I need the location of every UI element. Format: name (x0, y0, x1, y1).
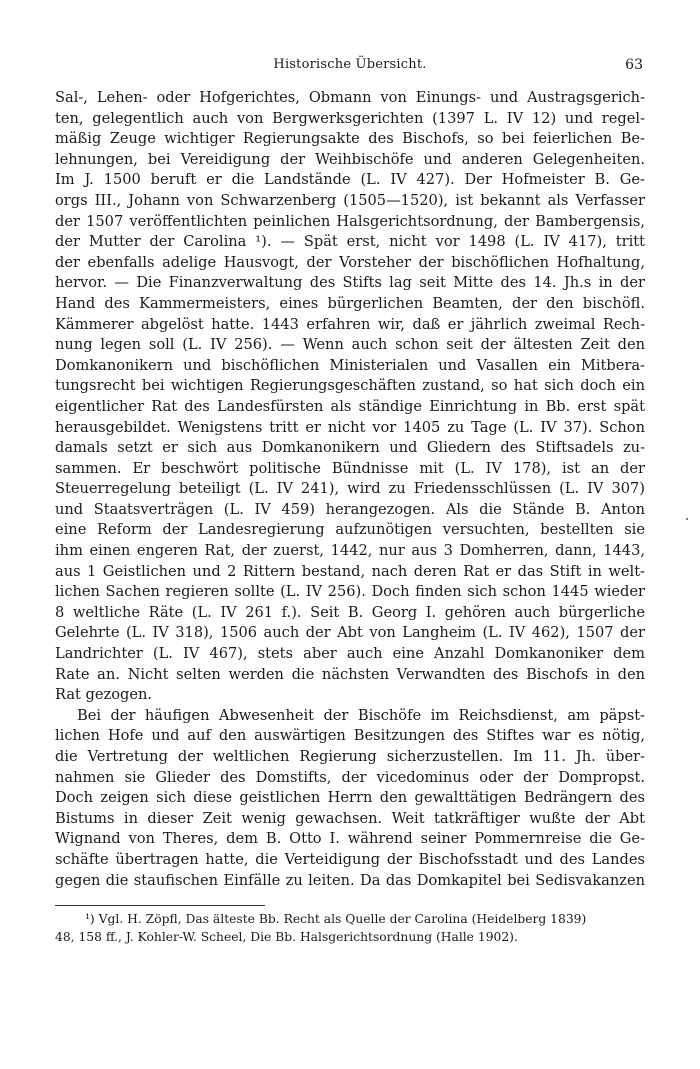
text-line: lichen Sachen regieren sollte (L. IV 256). Doch finden sich schon 1445 wieder (55, 583, 645, 601)
text-line: lehnungen, bei Vereidigung der Weihbischöfe und anderen Gelegenheiten. (55, 150, 645, 168)
main-text (55, 88, 645, 891)
text-line: der ebenfalls adelige Hausvogt, der Vorsteher der bischöflichen Hofhaltung, (55, 253, 645, 271)
text-line: Doch zeigen sich diese geistlichen Herrn den gewalttätigen Bedrängern des (55, 789, 645, 807)
text-line: Wignand von Theres, dem B. Otto I. während seiner Pommernreise die Ge- (55, 830, 645, 848)
text-line: hervor. — Die Finanzverwaltung des Stifts lag seit Mitte des 14. Jh.s in der (55, 274, 645, 292)
text-line: der Mutter der Carolina ¹). — Spät erst, nicht vor 1498 (L. IV 417), tritt (55, 233, 645, 251)
text-line: eine Reform der Landesregierung aufzunötigen versuchten, bestellten sie (55, 521, 645, 539)
text-line: aus 1 Geistlichen und 2 Rittern bestand, nach deren Rat er das Stift in welt- (55, 562, 645, 580)
text-line: tungsrecht bei wichtigen Regierungsgeschäften zustand, so hat sich doch ein (55, 377, 645, 395)
footnote-line: ¹) Vgl. H. Zöpfl, Das älteste Bb. Recht als Quelle der Carolina (Heidelberg 1839) (85, 912, 587, 926)
text-line: Bei der häufigen Abwesenheit der Bischöfe im Reichsdienst, am päpst- (77, 706, 645, 724)
text-line: herausgebildet. Wenigstens tritt er nicht vor 1405 zu Tage (L. IV 37). Schon (55, 418, 645, 436)
text-line: Landrichter (L. IV 467), stets aber auch eine Anzahl Domkanoniker dem (55, 645, 645, 663)
text-line: und Staatsverträgen (L. IV 459) herangezogen. Als die Stände B. Anton (55, 500, 645, 518)
footnote-line: 48, 158 ff., J. Kohler-W. Scheel, Die Bb. Halsgerichtsordnung (Halle 1902). (55, 930, 518, 944)
scan-speck (686, 518, 688, 520)
page-header (55, 57, 645, 79)
text-line: gegen die staufischen Einfälle zu leiten. Da das Domkapitel bei Sedisvakanzen (55, 871, 645, 889)
text-line: damals setzt er sich aus Domkanonikern und Gliedern des Stiftsadels zu- (55, 439, 645, 457)
text-line: Im J. 1500 beruft er die Landstände (L. IV 427). Der Hofmeister B. Ge- (55, 171, 645, 189)
text-line: Kämmerer abgelöst hatte. 1443 erfahren wir, daß er jährlich zweimal Rech- (55, 315, 645, 333)
text-line: schäfte übertragen hatte, die Verteidigung der Bischofsstadt und des Landes (55, 850, 645, 868)
text-line: Hand des Kammermeisters, eines bürgerlichen Beamten, der den bischöfl. (55, 294, 645, 312)
text-line: Rate an. Nicht selten werden die nächsten Verwandten des Bischofs in den (55, 665, 645, 683)
text-line: nung legen soll (L. IV 256). — Wenn auch schon seit der ältesten Zeit den (55, 336, 645, 354)
text-line: Gelehrte (L. IV 318), 1506 auch der Abt von Langheim (L. IV 462), 1507 der (55, 624, 645, 642)
text-line: 8 weltliche Räte (L. IV 261 f.). Seit B. Georg I. gehören auch bürgerliche (55, 603, 645, 621)
text-line: die Vertretung der weltlichen Regierung sicherzustellen. Im 11. Jh. über- (55, 748, 645, 765)
text-line: Steuerregelung beteiligt (L. IV 241), wird zu Friedensschlüssen (L. IV 307) (55, 480, 645, 498)
text-line: Domkanonikern und bischöflichen Ministerialen und Vasallen ein Mitbera- (55, 356, 645, 374)
text-line: sammen. Er beschwört politische Bündnisse mit (L. IV 178), ist an der (55, 459, 645, 477)
footnote-rule (55, 905, 265, 906)
running-title: Historische Übersicht. (273, 57, 427, 72)
text-line: eigentlicher Rat des Landesfürsten als ständige Einrichtung in Bb. erst spät (55, 397, 645, 415)
text-line: Bistums in dieser Zeit wenig gewachsen. Weit tatkräftiger wußte der Abt (55, 809, 645, 827)
page-number: 63 (625, 57, 643, 73)
text-line: ihm einen engeren Rat, der zuerst, 1442, nur aus 3 Domherren, dann, 1443, (55, 542, 645, 560)
text-line: der 1507 veröffentlichten peinlichen Halsgerichtsordnung, der Bambergensis, (55, 212, 645, 230)
footnotes (55, 910, 645, 946)
text-line: lichen Hofe und auf den auswärtigen Besitzungen des Stiftes war es nötig, (55, 727, 645, 745)
text-line: Sal-, Lehen- oder Hofgerichtes, Obmann von Einungs- und Austragsgerich- (55, 89, 645, 106)
text-line: orgs III., Johann von Schwarzenberg (1505—1520), ist bekannt als Verfasser (55, 191, 645, 209)
text-line: mäßig Zeuge wichtiger Regierungsakte des Bischofs, so bei feierlichen Be- (55, 130, 645, 148)
text-line: ten, gelegentlich auch von Bergwerksgerichten (1397 L. IV 12) und regel- (55, 109, 645, 127)
text-line: nahmen sie Glieder des Domstifts, der vicedominus oder der Dompropst. (55, 768, 645, 786)
text-line: Rat gezogen. (55, 686, 152, 704)
